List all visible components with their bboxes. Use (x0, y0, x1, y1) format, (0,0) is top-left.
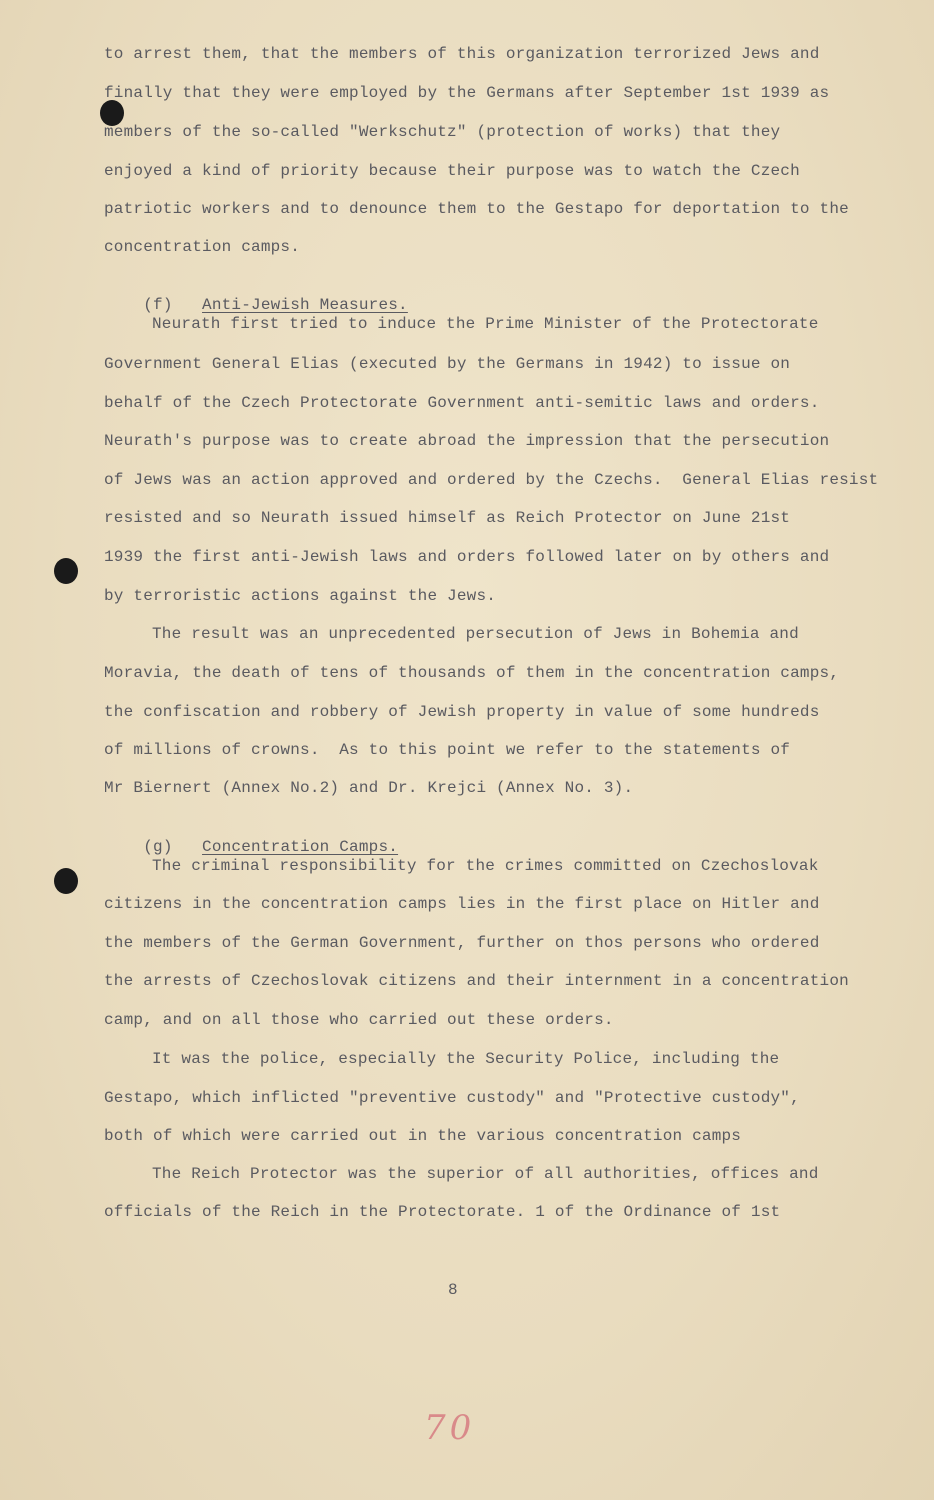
section-g-marker: (g) (143, 838, 173, 856)
text-line: both of which were carried out in the various concentration camps (104, 1127, 742, 1145)
text-line: enjoyed a kind of priority because their purpose was to watch the Czech (104, 162, 800, 180)
punch-hole-middle (54, 558, 78, 584)
text-line: Neurath's purpose was to create abroad the impression that the persecution (104, 432, 830, 450)
text-line: the confiscation and robbery of Jewish property in value of some hundreds (104, 703, 820, 721)
text-line: citizens in the concentration camps lies in the first place on Hitler and (104, 895, 820, 913)
text-line: Moravia, the death of tens of thousands of them in the concentration camps, (104, 664, 840, 682)
text-line: behalf of the Czech Protectorate Government anti-semitic laws and orders. (104, 394, 820, 412)
text-line: Mr Biernert (Annex No.2) and Dr. Krejci (Annex No. 3). (104, 779, 634, 797)
text-line: of Jews was an action approved and ordered by the Czechs. General Elias resist (104, 471, 879, 489)
text-line: to arrest them, that the members of this organization terrorized Jews and (104, 45, 820, 63)
section-g-title: Concentration Camps. (202, 838, 399, 856)
text-line: camp, and on all those who carried out these orders. (104, 1011, 614, 1029)
text-line: of millions of crowns. As to this point we refer to the statements of (104, 741, 791, 759)
pencil-annotation: 70 (424, 1408, 476, 1448)
text-line: 1939 the first anti-Jewish laws and orders followed later on by others and (104, 548, 830, 566)
text-line: The criminal responsibility for the crimes committed on Czechoslovak (152, 857, 819, 875)
text-line: the arrests of Czechoslovak citizens and their internment in a concentration (104, 972, 849, 990)
text-line: members of the so-called "Werkschutz" (protection of works) that they (104, 123, 781, 141)
section-f-marker: (f) (143, 296, 173, 314)
text-line: concentration camps. (104, 238, 301, 256)
section-f-title: Anti-Jewish Measures. (202, 296, 408, 314)
text-line: Government General Elias (executed by the Germans in 1942) to issue on (104, 355, 791, 373)
text-line: The Reich Protector was the superior of all authorities, offices and (152, 1165, 819, 1183)
punch-hole-lower (54, 868, 78, 894)
text-line: by terroristic actions against the Jews. (104, 587, 497, 605)
page-number: 8 (448, 1281, 458, 1299)
text-line: officials of the Reich in the Protectorate. 1 of the Ordinance of 1st (104, 1203, 781, 1221)
text-line: Gestapo, which inflicted "preventive custody" and "Protective custody", (104, 1089, 800, 1107)
text-line: It was the police, especially the Security Police, including the (152, 1050, 780, 1068)
text-line: Neurath first tried to induce the Prime Minister of the Protectorate (152, 315, 819, 333)
text-line: finally that they were employed by the Germans after September 1st 1939 as (104, 84, 830, 102)
text-line: The result was an unprecedented persecution of Jews in Bohemia and (152, 625, 799, 643)
text-line: resisted and so Neurath issued himself as Reich Protector on June 21st (104, 509, 791, 527)
text-line: patriotic workers and to denounce them to the Gestapo for deportation to the (104, 200, 849, 218)
text-line: the members of the German Government, further on thos persons who ordered (104, 934, 820, 952)
